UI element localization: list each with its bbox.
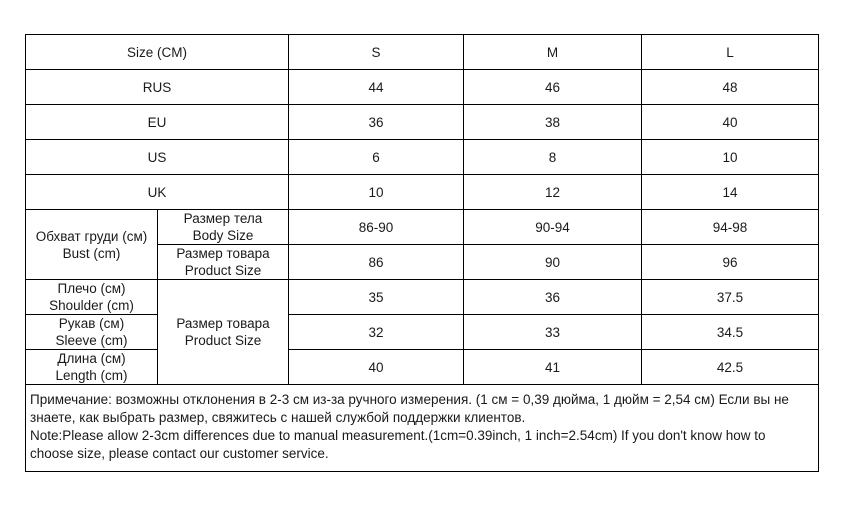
us-row [26,140,819,175]
eu-label: EU [26,105,289,140]
shoulder-label [26,280,158,315]
sleeve-label [26,315,158,350]
eu-row [26,105,819,140]
sleeve-m: 33 [464,315,642,350]
body-size-label [158,210,289,245]
us-l: 10 [642,140,819,175]
body-size-label-ru: Размер тела [183,211,263,226]
eu-s: 36 [289,105,464,140]
bust-product-l: 96 [642,245,819,280]
header-size-label: Size (CM) [26,35,289,70]
sleeve-label-ru: Рукав (см) [58,316,125,331]
product-size-group-label [158,280,289,385]
rus-s: 44 [289,70,464,105]
note-row [26,385,819,472]
length-s: 40 [289,350,464,385]
sleeve-s: 32 [289,315,464,350]
eu-l: 40 [642,105,819,140]
us-label: US [26,140,289,175]
uk-row [26,175,819,210]
uk-l: 14 [642,175,819,210]
shoulder-label-en: Shoulder (cm) [49,298,134,313]
shoulder-row [26,280,819,315]
header-size-s: S [289,35,464,70]
length-m: 41 [464,350,642,385]
bust-product-size-label [158,245,289,280]
note-cell [26,385,819,472]
length-label [26,350,158,385]
bust-body-l: 94-98 [642,210,819,245]
uk-label: UK [26,175,289,210]
sleeve-label-en: Sleeve (cm) [55,333,128,348]
bust-body-s: 86-90 [289,210,464,245]
rus-label: RUS [26,70,289,105]
shoulder-label-ru: Плечо (см) [57,281,126,296]
rus-row [26,70,819,105]
bust-product-m: 90 [464,245,642,280]
shoulder-l: 37.5 [642,280,819,315]
product-size-group-label-en: Product Size [184,333,262,348]
bust-product-size-label-en: Product Size [184,263,262,278]
bust-label-en: Bust (cm) [62,245,121,261]
body-size-label-en: Body Size [192,228,254,243]
us-m: 8 [464,140,642,175]
eu-m: 38 [464,105,642,140]
length-row [26,350,819,385]
sleeve-row [26,315,819,350]
shoulder-m: 36 [464,280,642,315]
product-size-group-label-ru: Размер товара [176,316,270,331]
bust-product-s: 86 [289,245,464,280]
length-l: 42.5 [642,350,819,385]
length-label-en: Length (cm) [55,368,128,383]
uk-s: 10 [289,175,464,210]
bust-label-ru: Обхват груди (см) [35,228,148,244]
note-en: Note:Please allow 2-3cm differences due to manual measurement.(1cm=0.39inch, 1 inch=2.54cm) If you don't know how to choose size, please contact our customer service. [30,428,766,461]
shoulder-s: 35 [289,280,464,315]
size-chart-table [25,34,819,472]
bust-body-row [26,210,819,245]
bust-label [26,210,158,280]
header-size-l: L [642,35,819,70]
header-row [26,35,819,70]
sleeve-l: 34.5 [642,315,819,350]
bust-product-size-label-ru: Размер товара [176,246,270,261]
header-size-m: M [464,35,642,70]
us-s: 6 [289,140,464,175]
uk-m: 12 [464,175,642,210]
rus-l: 48 [642,70,819,105]
note-ru: Примечание: возможны отклонения в 2-3 см из-за ручного измерения. (1 см = 0,39 дюйма, 1 дюйм = 2,54 см) Если вы не знаете, как выбрать размер, свяжитесь с нашей службой поддержки клиентов. [30,392,789,425]
rus-m: 46 [464,70,642,105]
length-label-ru: Длина (см) [57,351,126,366]
bust-body-m: 90-94 [464,210,642,245]
